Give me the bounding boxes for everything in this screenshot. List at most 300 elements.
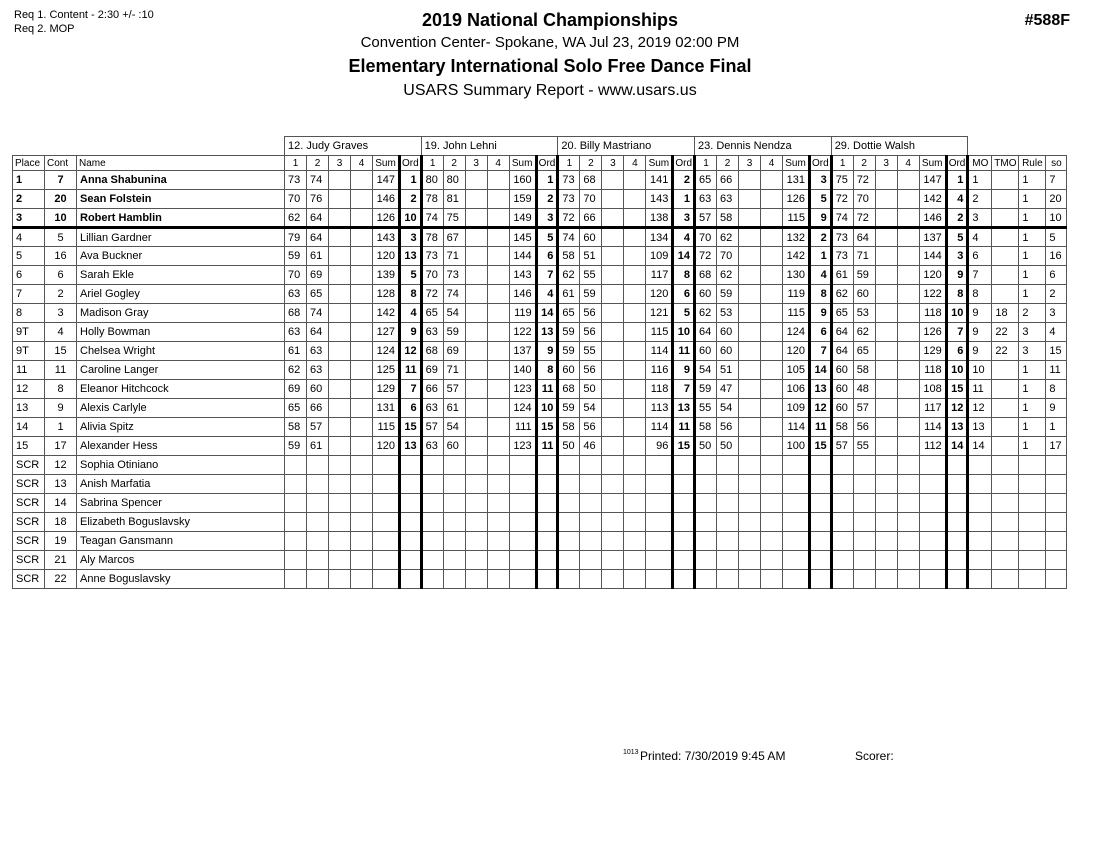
score-cell — [487, 380, 509, 399]
tail-cell — [992, 494, 1019, 513]
score-cell: 64 — [307, 209, 329, 228]
score-cell: 66 — [717, 171, 739, 190]
contestant-number-cell: 12 — [45, 456, 77, 475]
ordinal-cell: 4 — [400, 304, 422, 323]
score-cell — [465, 171, 487, 190]
score-cell — [875, 456, 897, 475]
skater-name-cell: Sophia Otiniano — [77, 456, 285, 475]
ordinal-cell: 14 — [810, 361, 832, 380]
score-cell: 80 — [421, 171, 443, 190]
score-cell: 62 — [717, 266, 739, 285]
tail-cell — [992, 190, 1019, 209]
printed-timestamp: Printed: 7/30/2019 9:45 AM — [640, 749, 786, 763]
score-cell: 64 — [831, 323, 853, 342]
result-row — [13, 228, 1067, 247]
sum-cell: 119 — [783, 285, 810, 304]
column-header: Sum — [509, 156, 536, 171]
score-cell — [487, 532, 509, 551]
score-cell — [487, 266, 509, 285]
score-cell — [602, 418, 624, 437]
skater-name-cell: Ariel Gogley — [77, 285, 285, 304]
score-cell — [465, 437, 487, 456]
place-cell: 2 — [13, 190, 45, 209]
score-cell — [487, 228, 509, 247]
score-cell — [717, 513, 739, 532]
sum-cell: 146 — [373, 190, 400, 209]
tail-cell — [992, 228, 1019, 247]
tail-cell: 1 — [1019, 209, 1046, 228]
score-cell: 75 — [443, 209, 465, 228]
score-cell — [443, 513, 465, 532]
sum-cell — [919, 532, 946, 551]
sum-cell: 117 — [919, 399, 946, 418]
score-cell — [443, 475, 465, 494]
score-cell: 58 — [285, 418, 307, 437]
score-cell — [307, 532, 329, 551]
score-cell — [602, 171, 624, 190]
sum-cell: 138 — [646, 209, 673, 228]
place-cell: 4 — [13, 228, 45, 247]
scorer-label: Scorer: — [855, 749, 894, 763]
score-cell: 73 — [443, 266, 465, 285]
place-cell: 13 — [13, 399, 45, 418]
scratch-row — [13, 551, 1067, 570]
score-cell: 70 — [580, 190, 602, 209]
score-cell — [351, 247, 373, 266]
tail-cell: 1 — [1046, 418, 1067, 437]
ordinal-cell: 1 — [810, 247, 832, 266]
event-code: #588F — [1024, 12, 1070, 29]
score-cell — [487, 190, 509, 209]
sum-cell: 160 — [509, 171, 536, 190]
score-cell: 54 — [717, 399, 739, 418]
score-cell: 63 — [307, 342, 329, 361]
column-header: Name — [77, 156, 285, 171]
ordinal-cell: 12 — [810, 399, 832, 418]
score-cell — [487, 285, 509, 304]
skater-name-cell: Caroline Langer — [77, 361, 285, 380]
place-cell: 6 — [13, 266, 45, 285]
score-cell — [443, 570, 465, 589]
sum-cell: 145 — [509, 228, 536, 247]
score-cell — [329, 570, 351, 589]
scratch-row — [13, 513, 1067, 532]
ordinal-cell: 13 — [946, 418, 968, 437]
scratch-row — [13, 494, 1067, 513]
ordinal-cell — [673, 494, 695, 513]
score-cell: 50 — [558, 437, 580, 456]
event-title: Elementary International Solo Free Dance Final — [348, 56, 752, 76]
score-cell — [761, 418, 783, 437]
score-cell — [624, 342, 646, 361]
ordinal-cell: 8 — [536, 361, 558, 380]
tail-cell — [1019, 456, 1046, 475]
ordinal-cell: 10 — [946, 361, 968, 380]
score-cell — [875, 532, 897, 551]
tail-cell: 9 — [968, 342, 992, 361]
score-cell — [602, 513, 624, 532]
score-cell: 74 — [443, 285, 465, 304]
score-cell — [875, 228, 897, 247]
score-cell: 72 — [853, 171, 875, 190]
score-cell — [329, 494, 351, 513]
contestant-number-cell: 17 — [45, 437, 77, 456]
score-cell — [624, 285, 646, 304]
score-cell: 67 — [443, 228, 465, 247]
sum-cell: 129 — [373, 380, 400, 399]
skater-name-cell: Chelsea Wright — [77, 342, 285, 361]
sum-cell: 141 — [646, 171, 673, 190]
score-cell — [487, 437, 509, 456]
score-cell: 78 — [421, 190, 443, 209]
sum-cell — [373, 532, 400, 551]
sum-cell: 125 — [373, 361, 400, 380]
score-cell — [285, 551, 307, 570]
ordinal-cell: 14 — [946, 437, 968, 456]
score-cell: 60 — [695, 285, 717, 304]
tail-cell: 1 — [968, 171, 992, 190]
score-cell — [761, 285, 783, 304]
column-header: 1 — [831, 156, 853, 171]
score-cell — [329, 475, 351, 494]
venue-line: Convention Center- Spokane, WA Jul 23, 2019 02:00 PM — [360, 34, 740, 51]
tail-cell: 2 — [1019, 304, 1046, 323]
score-cell — [739, 494, 761, 513]
score-cell — [695, 513, 717, 532]
score-cell — [351, 513, 373, 532]
ordinal-cell: 15 — [536, 418, 558, 437]
column-header: 3 — [465, 156, 487, 171]
result-row — [13, 399, 1067, 418]
score-cell — [307, 494, 329, 513]
score-cell: 72 — [853, 209, 875, 228]
score-cell — [602, 304, 624, 323]
ordinal-cell: 7 — [673, 380, 695, 399]
result-row — [13, 323, 1067, 342]
tail-cell: 10 — [968, 361, 992, 380]
score-cell — [329, 456, 351, 475]
score-cell: 59 — [443, 323, 465, 342]
score-cell — [558, 570, 580, 589]
score-cell — [739, 190, 761, 209]
score-cell — [897, 342, 919, 361]
score-cell: 60 — [831, 361, 853, 380]
score-cell: 70 — [717, 247, 739, 266]
score-cell: 73 — [558, 190, 580, 209]
sum-cell — [783, 513, 810, 532]
score-cell: 73 — [558, 171, 580, 190]
score-cell: 51 — [717, 361, 739, 380]
sum-cell: 106 — [783, 380, 810, 399]
score-cell: 72 — [421, 285, 443, 304]
judge-name-header: 29. Dottie Walsh — [831, 137, 968, 156]
score-cell — [739, 418, 761, 437]
score-cell: 60 — [443, 437, 465, 456]
place-cell: 9T — [13, 323, 45, 342]
score-cell — [351, 570, 373, 589]
score-cell: 68 — [421, 342, 443, 361]
score-cell: 69 — [443, 342, 465, 361]
score-cell — [717, 494, 739, 513]
score-cell — [761, 247, 783, 266]
score-cell — [329, 304, 351, 323]
score-cell — [602, 551, 624, 570]
tail-cell: 22 — [992, 342, 1019, 361]
score-cell — [487, 209, 509, 228]
ordinal-cell: 4 — [673, 228, 695, 247]
score-cell — [739, 380, 761, 399]
score-cell — [487, 323, 509, 342]
score-cell — [443, 494, 465, 513]
score-cell — [329, 171, 351, 190]
sum-cell: 140 — [509, 361, 536, 380]
score-cell — [897, 456, 919, 475]
score-cell: 59 — [558, 399, 580, 418]
score-cell — [329, 532, 351, 551]
score-cell — [602, 475, 624, 494]
score-cell: 74 — [831, 209, 853, 228]
column-header-row — [13, 156, 1067, 171]
sum-cell: 131 — [783, 171, 810, 190]
score-cell: 56 — [717, 418, 739, 437]
score-cell — [487, 551, 509, 570]
column-header: Sum — [783, 156, 810, 171]
score-cell — [695, 532, 717, 551]
score-cell: 60 — [831, 399, 853, 418]
score-cell — [487, 247, 509, 266]
column-header: 2 — [443, 156, 465, 171]
sum-cell: 146 — [509, 285, 536, 304]
ordinal-cell: 11 — [536, 437, 558, 456]
score-cell — [602, 456, 624, 475]
score-cell — [465, 570, 487, 589]
score-cell — [853, 551, 875, 570]
ordinal-cell — [400, 513, 422, 532]
place-cell: SCR — [13, 513, 45, 532]
ordinal-cell — [400, 456, 422, 475]
ordinal-cell: 8 — [946, 285, 968, 304]
tail-cell: 1 — [1019, 171, 1046, 190]
skater-name-cell: Anna Shabunina — [77, 171, 285, 190]
sum-cell: 109 — [783, 399, 810, 418]
score-cell — [624, 209, 646, 228]
ordinal-cell: 2 — [810, 228, 832, 247]
ordinal-cell: 1 — [946, 171, 968, 190]
skater-name-cell: Sabrina Spencer — [77, 494, 285, 513]
place-cell: SCR — [13, 494, 45, 513]
score-cell — [329, 399, 351, 418]
score-cell: 70 — [421, 266, 443, 285]
score-cell — [285, 456, 307, 475]
ordinal-cell — [536, 513, 558, 532]
place-cell: 7 — [13, 285, 45, 304]
score-cell — [307, 456, 329, 475]
score-cell — [351, 494, 373, 513]
result-row — [13, 304, 1067, 323]
ordinal-cell: 9 — [673, 361, 695, 380]
ordinal-cell: 12 — [946, 399, 968, 418]
tail-cell: 1 — [1019, 190, 1046, 209]
score-cell — [739, 475, 761, 494]
tail-cell — [968, 570, 992, 589]
score-cell — [421, 551, 443, 570]
sum-cell: 109 — [646, 247, 673, 266]
score-cell: 61 — [307, 247, 329, 266]
contestant-number-cell: 1 — [45, 418, 77, 437]
tail-cell: 3 — [968, 209, 992, 228]
score-cell — [761, 304, 783, 323]
score-cell: 60 — [717, 323, 739, 342]
score-cell — [624, 228, 646, 247]
sum-cell: 122 — [509, 323, 536, 342]
sum-cell: 115 — [783, 304, 810, 323]
ordinal-cell: 15 — [400, 418, 422, 437]
score-cell — [761, 456, 783, 475]
tail-cell — [1019, 494, 1046, 513]
sum-cell — [646, 513, 673, 532]
contestant-number-cell: 16 — [45, 247, 77, 266]
tail-cell: 15 — [1046, 342, 1067, 361]
score-cell: 65 — [831, 304, 853, 323]
ordinal-cell: 4 — [536, 285, 558, 304]
sum-cell — [919, 570, 946, 589]
score-cell — [487, 399, 509, 418]
score-cell: 60 — [558, 361, 580, 380]
column-header: Sum — [373, 156, 400, 171]
score-cell: 59 — [558, 323, 580, 342]
ordinal-cell — [810, 456, 832, 475]
score-cell — [761, 209, 783, 228]
skater-name-cell: Anne Boguslavsky — [77, 570, 285, 589]
ordinal-cell: 11 — [536, 380, 558, 399]
score-cell — [329, 380, 351, 399]
score-cell — [761, 437, 783, 456]
title-block — [0, 10, 1100, 100]
score-cell — [624, 304, 646, 323]
sum-cell: 100 — [783, 437, 810, 456]
place-cell: SCR — [13, 456, 45, 475]
ordinal-cell: 9 — [536, 342, 558, 361]
score-cell — [580, 456, 602, 475]
tail-cell: 11 — [968, 380, 992, 399]
column-header: Ord — [400, 156, 422, 171]
ordinal-cell: 6 — [400, 399, 422, 418]
score-cell — [717, 475, 739, 494]
column-header: 3 — [602, 156, 624, 171]
score-cell — [487, 361, 509, 380]
score-cell: 56 — [853, 418, 875, 437]
score-cell: 64 — [307, 323, 329, 342]
score-cell: 73 — [831, 247, 853, 266]
place-cell: 11 — [13, 361, 45, 380]
score-cell — [717, 570, 739, 589]
tail-cell: 9 — [968, 323, 992, 342]
score-cell: 57 — [831, 437, 853, 456]
ordinal-cell: 3 — [400, 228, 422, 247]
score-cell: 62 — [717, 228, 739, 247]
score-cell — [558, 513, 580, 532]
sum-cell: 143 — [373, 228, 400, 247]
sum-cell: 114 — [646, 418, 673, 437]
score-cell — [602, 399, 624, 418]
score-cell: 68 — [558, 380, 580, 399]
skater-name-cell: Holly Bowman — [77, 323, 285, 342]
score-cell — [875, 342, 897, 361]
score-cell — [351, 361, 373, 380]
tail-cell — [992, 570, 1019, 589]
contestant-number-cell: 13 — [45, 475, 77, 494]
score-cell: 61 — [285, 342, 307, 361]
score-cell — [875, 190, 897, 209]
score-cell: 74 — [558, 228, 580, 247]
score-cell — [897, 570, 919, 589]
tail-cell: 1 — [1019, 285, 1046, 304]
sum-cell: 124 — [373, 342, 400, 361]
column-header: MO — [968, 156, 992, 171]
ordinal-cell: 7 — [946, 323, 968, 342]
sum-cell: 118 — [646, 380, 673, 399]
score-cell — [739, 361, 761, 380]
score-cell: 58 — [853, 361, 875, 380]
score-cell — [875, 285, 897, 304]
score-cell — [285, 570, 307, 589]
skater-name-cell: Ava Buckner — [77, 247, 285, 266]
tail-cell — [992, 209, 1019, 228]
column-header: 4 — [624, 156, 646, 171]
score-cell — [875, 247, 897, 266]
score-cell — [897, 228, 919, 247]
tail-cell: 3 — [1019, 323, 1046, 342]
score-cell — [329, 418, 351, 437]
sum-cell — [373, 475, 400, 494]
sum-cell: 115 — [373, 418, 400, 437]
tail-cell: 8 — [1046, 380, 1067, 399]
score-cell: 70 — [695, 228, 717, 247]
score-cell — [487, 513, 509, 532]
column-header: 1 — [695, 156, 717, 171]
score-cell — [285, 475, 307, 494]
score-cell — [351, 323, 373, 342]
column-header: Ord — [810, 156, 832, 171]
ordinal-cell: 5 — [946, 228, 968, 247]
column-header: Ord — [536, 156, 558, 171]
sum-cell: 105 — [783, 361, 810, 380]
ordinal-cell — [536, 494, 558, 513]
skater-name-cell: Sarah Ekle — [77, 266, 285, 285]
sum-cell — [646, 475, 673, 494]
sum-cell: 120 — [919, 266, 946, 285]
score-cell: 70 — [285, 266, 307, 285]
score-cell: 65 — [421, 304, 443, 323]
score-cell: 55 — [580, 266, 602, 285]
column-header: 4 — [351, 156, 373, 171]
place-cell: 1 — [13, 171, 45, 190]
score-cell — [897, 361, 919, 380]
score-cell: 59 — [695, 380, 717, 399]
score-cell — [739, 304, 761, 323]
score-cell — [739, 247, 761, 266]
place-cell: SCR — [13, 475, 45, 494]
ordinal-cell: 14 — [536, 304, 558, 323]
score-cell — [580, 532, 602, 551]
ordinal-cell: 1 — [400, 171, 422, 190]
ordinal-cell: 2 — [673, 171, 695, 190]
contestant-number-cell: 4 — [45, 323, 77, 342]
score-cell: 59 — [853, 266, 875, 285]
score-cell — [602, 209, 624, 228]
result-row — [13, 285, 1067, 304]
tail-cell — [992, 399, 1019, 418]
